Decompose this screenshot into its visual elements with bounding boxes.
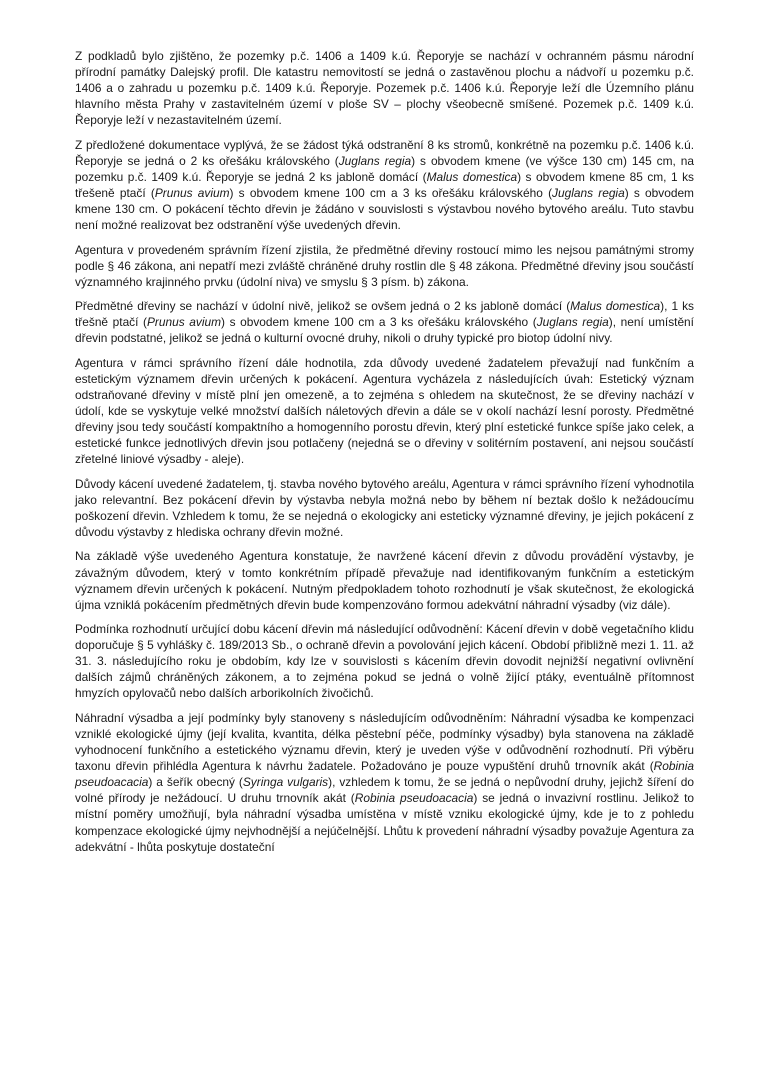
paragraph	[75, 355, 694, 468]
paragraph	[75, 48, 694, 128]
paragraph	[75, 242, 694, 290]
paragraph	[75, 621, 694, 701]
latin-name: Juglans regia	[338, 153, 412, 168]
paragraph-text: Předmětné dřeviny se nachází v údolní nivě, jelikož se ovšem jedná o 2 ks jabloně domácí (	[75, 299, 571, 314]
paragraph-text: ), 1 ks třešně ptačí (	[75, 299, 694, 330]
paragraph-text: ) se jedná o invazivní rostlinu. Jelikož to místní poměry umožňují, byla náhradní výsadba umístěna v místě vzniku ekologické újmy, kde je to z pohledu kompenzace ekologické újmy nejvhodnější a nejúčelnější. Lhůtu k provedení náhradní výsadby považuje Agentura za adekvátní - lhůta poskytuje dostateční	[75, 791, 694, 854]
paragraph-text: Agentura v rámci správního řízení dále hodnotila, zda důvody uvedené žadatelem převažují nad funkčním a estetickým významem dřevin určených k pokácení. Agentura vycházela z následujících úvah: Estetický význam odstraňované dřeviny v místě plní jen omezeně, a to zejména s ohledem na skutečnost, že se dřeviny nachází v údolí, kde se vyskytuje velké množství dalších náletových dřevin a dále se v okolí nachází lesní porosty. Předmětné dřeviny jsou tedy součástí kompaktního a homogenního porostu dřevin, který plní estetické funkce spíše jako celek, a estetické funkce jednotlivých dřevin jsou potlačeny (nejedná se o dřeviny v solitérním postavení, ani nejsou součástí zřetelné liniové výsadby - aleje).	[75, 355, 694, 467]
paragraph-text: Důvody kácení uvedené žadatelem, tj. stavba nového bytového areálu, Agentura v rámci správního řízení vyhodnotila jako relevantní. Bez pokácení dřevin by výstavba nebyla možná nebo by během ní beztak došlo k nežádoucímu poškození dřevin. Vzhledem k tomu, že se nejedná o ekologicky ani esteticky významné dřeviny, je jejich pokácení z důvodu výstavby z hlediska ochrany dřevin možné.	[75, 476, 694, 540]
paragraph	[75, 548, 694, 612]
paragraph-text: ), vzhledem k tomu, že se jedná o nepůvodní druhy, jejichž šíření do volné přírody je nežádoucí. U druhu trnovník akát (	[75, 775, 695, 806]
paragraph-text: Z podkladů bylo zjištěno, že pozemky p.č. 1406 a 1409 k.ú. Řeporyje se nachází v ochranném pásmu národní přírodní památky Dalejský profil. Dle katastru nemovitostí se jedná o zastavěnou plochu a nádvoří u pozemku p.č. 1406 a o zahradu u pozemku p.č. 1409 k.ú. Řeporyje. Pozemek p.č. 1406 k.ú. Řeporyje leží dle Územního plánu hlavního města Prahy v zastavitelném území v ploše SV – plochy všeobecně smíšené. Pozemek p.č. 1409 k.ú. Řeporyje leží v nezastavitelném území.	[75, 49, 694, 128]
latin-name: Malus domestica	[426, 169, 518, 184]
paragraph-text: ) s obvodem kmene 100 cm a 3 ks ořešáku královského (	[221, 315, 537, 330]
paragraph-text: Podmínka rozhodnutí určující dobu kácení dřevin má následující odůvodnění: Kácení dřevin v době vegetačního klidu doporučuje § 5 vyhlášky č. 189/2013 Sb., o ochraně dřevin a povolování jejich kácení. Období přibližně mezi 1. 11. až 31. 3. následujícího roku je obdobím, kdy lze v souvislosti s kácením dřevin dovodit nejnižší negativní ovlivnění dalších zájmů chráněných zákonem, a to zejména pokud se jedná o volně žijící ptáky, eventuálně přítomnost hmyzích opylovačů nebo dalších arborikolních živočichů.	[75, 622, 694, 701]
latin-name: Robinia pseudoacacia	[75, 759, 694, 790]
paragraph-text: ) s obvodem kmene (ve výšce 130 cm) 145 cm, na pozemku p.č. 1409 k.ú. Řeporyje se jedná 2 ks jabloně domácí (	[75, 153, 694, 184]
latin-name: Prunus avium	[154, 186, 230, 201]
paragraph-text: ) s obvodem kmene 130 cm. O pokácení těchto dřevin je žádáno v souvislosti s výstavbou nového bytového areálu. Tuto stavbu není možné realizovat bez odstranění výše uvedených dřevin.	[75, 186, 694, 233]
latin-name: Syringa vulgaris	[242, 775, 329, 790]
document-body	[75, 48, 694, 855]
paragraph-text: Agentura v provedeném správním řízení zjistila, že předmětné dřeviny rostoucí mimo les nejsou památnými stromy podle § 46 zákona, ani nepatří mezi zvláště chráněné druhy rostlin dle § 48 zákona. Předmětné dřeviny jsou součástí významného krajinného prvku (údolní niva) ve smyslu § 3 písm. b) zákona.	[75, 242, 694, 289]
paragraph-text: Náhradní výsadba a její podmínky byly stanoveny s následujícím odůvodněním: Náhradní výsadba ke kompenzaci vzniklé ekologické újmy (její kvalita, kvantita, délka pěstební péče, podmínky výsadby) byla stanovena na základě vyhodnocení funkčního a estetického významu dřevin, který je uveden výše v odůvodnění rozhodnutí. Při výběru taxonu dřevin přihlédla Agentura k návrhu žadatele. Požadováno je pouze vypuštění druhů trnovník akát (	[75, 710, 694, 774]
paragraph	[75, 710, 694, 855]
paragraph	[75, 298, 694, 346]
paragraph-text: Z předložené dokumentace vyplývá, že se žádost týká odstranění 8 ks stromů, konkrétně na pozemku p.č. 1406 k.ú. Řeporyje se jedná o 2 ks ořešáku královského (	[75, 137, 694, 168]
paragraph-text: ) s obvodem kmene 85 cm, 1 ks třešeně ptačí (	[75, 169, 694, 201]
latin-name: Prunus avium	[147, 315, 221, 330]
paragraph-text: ), není umístění dřevin podstatné, jelikož se jedná o kulturní ovocné druhy, nikoli o druhy typické pro biotop údolní nivy.	[75, 315, 694, 346]
paragraph-text: Na základě výše uvedeného Agentura konstatuje, že navržené kácení dřevin z důvodu provádění výstavby, je závažným důvodem, který v tomto konkrétním případě převažuje nad identifikovaným funkčním a estetickým významem dřevin určených k pokácení. Nutným předpokladem tohoto rozhodnutí je však skutečnost, že ekologická újma vzniklá pokácením předmětných dřevin bude kompenzováno formou adekvátní náhradní výsadby (viz dále).	[75, 549, 694, 612]
paragraph-text: ) a šeřík obecný (	[148, 775, 243, 790]
paragraph-text: ) s obvodem kmene 100 cm a 3 ks ořešáku královského (	[229, 186, 553, 201]
paragraph	[75, 476, 694, 540]
latin-name: Robinia pseudoacacia	[354, 791, 474, 806]
latin-name: Malus domestica	[570, 299, 661, 314]
paragraph	[75, 137, 694, 234]
latin-name: Juglans regia	[552, 186, 625, 201]
latin-name: Juglans regia	[536, 315, 609, 330]
